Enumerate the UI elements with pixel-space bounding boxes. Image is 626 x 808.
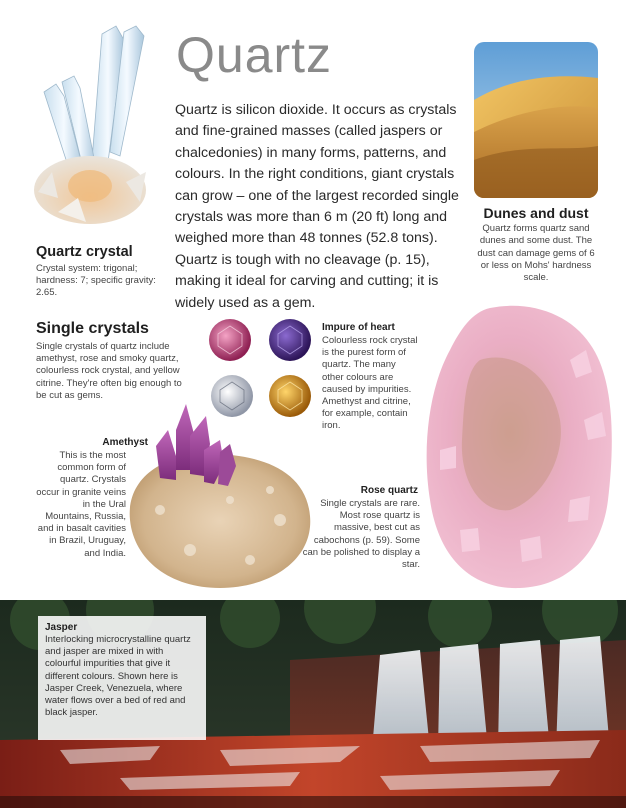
pink-gem-image — [208, 318, 252, 362]
quartz-crystal-heading: Quartz crystal — [36, 244, 133, 260]
intro-paragraph: Quartz is silicon dioxide. It occurs as crystals and fine-grained masses (called jaspers or chalcedonies) in many forms, patterns, and colours. In the right conditions, giant crystals can grow – one of the largest recorded single crystals was more than 6 m (20 ft) long and weighed more than 48 tonnes (52.8 tons). Quartz is tough with no cleavage (p. 15), making it ideal for carving and cutting; it is widely used as a gem. — [175, 102, 459, 311]
dunes-caption: Quartz forms quartz sand dunes and some dust. The dust can damage gems of 6 or less on Mohs' hardness scale. — [477, 223, 595, 284]
quartz-crystal-image — [28, 22, 158, 242]
amethyst-text: This is the most common form of quartz. Crystals occur in granite veins in the Ural Mountains, Russia, and in basalt cavities in Brazil, Uruguay, and India. — [36, 450, 126, 559]
amethyst-image — [120, 400, 316, 592]
rose-quartz-image — [420, 300, 618, 590]
rose-quartz-heading: Rose quartz — [360, 485, 418, 496]
impure-heading: Impure of heart — [322, 322, 395, 333]
single-crystals-heading: Single crystals — [36, 320, 149, 337]
rose-quartz-text: Single crystals are rare. Most rose quartz is massive, best cut as cabochons (p. 59). Some can be polished to display a star. — [302, 498, 420, 571]
jasper-text: Interlocking microcrystalline quartz and jasper are mixed in with colourful impurities that give it different colours. Shown here is Jasper Creek, Venezuela, where water flows over a bed of red and black jasper. — [45, 634, 191, 719]
quartz-crystal-caption: Crystal system: trigonal; hardness: 7; specific gravity: 2.65. — [36, 263, 156, 299]
single-crystals-text: Single crystals of quartz include amethyst, rose and smoky quartz, colourless rock crystal, and yellow citrine. They're often big enough to be cut as gems. — [36, 341, 182, 401]
impure-text: Colourless rock crystal is the purest form of quartz. The many other colours are caused by impurities. Amethyst and citrine, for example, contain iron. — [322, 335, 418, 432]
jasper-caption-box — [38, 616, 206, 740]
jasper-heading: Jasper — [45, 622, 78, 633]
dunes-heading: Dunes and dust — [483, 205, 589, 221]
dunes-image — [474, 42, 598, 198]
page-title: Quartz — [176, 27, 333, 83]
amethyst-heading: Amethyst — [102, 437, 148, 448]
purple-gem-image — [268, 318, 312, 362]
